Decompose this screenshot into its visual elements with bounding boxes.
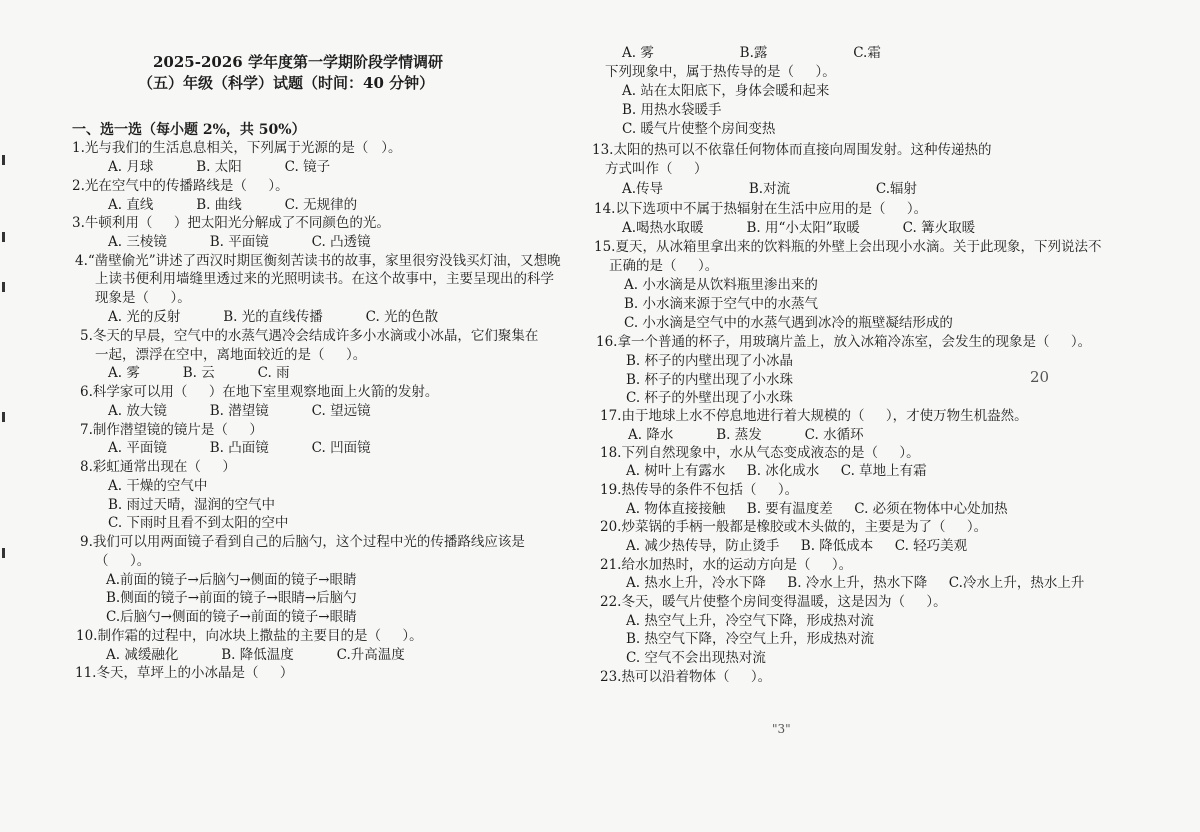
option-line: A. 热水上升，冷水下降 B. 冷水上升，热水下降 C.冷水上升，热水上升 [626,575,1085,591]
option-line: A. 减少热传导，防止烫手 B. 降低成本 C. 轻巧美观 [626,538,968,554]
scan-edge-mark [2,232,5,242]
option-line: A.前面的镜子→后脑勺→侧面的镜子→眼睛 [106,572,357,588]
question-line: 方式叫作（ ） [605,161,708,177]
question-line: 19.热传导的条件不包括（ ）。 [600,482,799,498]
question-line: 正确的是（ ）。 [609,258,719,274]
question-line: 5.冬天的早晨，空气中的水蒸气遇冷会结成许多小水滴或小冰晶，它们聚集在 [80,328,539,344]
question-line: 9.我们可以用两面镜子看到自己的后脑勺，这个过程中光的传播路线应该是 [80,534,525,550]
option-line: A. 雾 B.露 C.霜 [622,45,881,61]
question-line: 10.制作霜的过程中，向冰块上撒盐的主要目的是（ ）。 [76,628,423,644]
option-line: A. 直线 B. 曲线 C. 无规律的 [108,197,358,213]
scan-edge-mark [2,282,5,292]
option-line: A. 平面镜 B. 凸面镜 C. 凹面镜 [108,440,371,456]
exam-subtitle: （五）年级（科学）试题（时间：40 分钟） [138,74,435,92]
option-line: C. 杯子的外壁出现了小水珠 [626,390,793,406]
option-line: A. 小水滴是从饮料瓶里渗出来的 [624,277,818,293]
question-line: 16.拿一个普通的杯子，用玻璃片盖上，放入冰箱冷冻室，会发生的现象是（ ）。 [596,334,1092,350]
option-line: C. 小水滴是空气中的水蒸气遇到冰冷的瓶壁凝结形成的 [624,315,953,331]
scan-edge-mark [2,155,5,165]
option-line: A. 干燥的空气中 [108,478,208,494]
page-footer-mark: "3" [772,722,791,736]
question-line: 上读书便利用墙缝里透过来的光照明读书。在这个故事中，主要呈现出的科学 [95,271,554,287]
option-line: B.侧面的镜子→前面的镜子→眼睛→后脑勺 [106,590,357,606]
question-line: 2.光在空气中的传播路线是（ ）。 [72,178,289,194]
option-line: A.传导 B.对流 C.辐射 [622,181,918,197]
option-line: A. 站在太阳底下，身体会暖和起来 [622,83,830,99]
question-line: 11.冬天，草坪上的小冰晶是（ ） [75,665,294,681]
option-line: A. 降水 B. 蒸发 C. 水循环 [628,427,864,443]
option-line: B. 杯子的内壁出现了小冰晶 [626,353,794,369]
exam-title: 2025-2026 学年度第一学期阶段学情调研 [153,53,443,71]
question-line: 6.科学家可以用（ ）在地下室里观察地面上火箭的发射。 [80,384,439,400]
question-line: 23.热可以沿着物体（ ）。 [600,669,772,685]
option-line: C. 下雨时且看不到太阳的空中 [108,515,289,531]
question-line: 20.炒菜锅的手柄一般都是橡胶或木头做的，主要是为了（ ）。 [600,519,988,535]
question-line: 13.太阳的热可以不依靠任何物体而直接向周围发射。这种传递热的 [592,142,992,158]
option-line: A. 物体直接接触 B. 要有温度差 C. 必须在物体中心处加热 [626,501,1008,517]
question-line: 18.下列自然现象中，水从气态变成液态的是（ ）。 [600,445,920,461]
option-line: A. 月球 B. 太阳 C. 镜子 [108,159,331,175]
question-line: 下列现象中，属于热传导的是（ ）。 [605,64,836,80]
option-line: B. 杯子的内壁出现了小水珠 [626,372,794,388]
option-line: A. 光的反射 B. 光的直线传播 C. 光的色散 [108,309,439,325]
section-heading: 一、选一选（每小题 2%，共 50%） [72,122,306,138]
option-line: A. 放大镜 B. 潜望镜 C. 望远镜 [108,403,371,419]
option-line: B. 雨过天晴，湿润的空气中 [108,497,276,513]
question-line: 一起，漂浮在空中，离地面较近的是（ ）。 [95,347,367,363]
question-line: 7.制作潜望镜的镜片是（ ） [80,422,263,438]
question-line: （ ）。 [95,553,151,569]
question-line: 14.以下选项中不属于热辐射在生活中应用的是（ ）。 [594,201,928,217]
option-line: B. 小水滴来源于空气中的水蒸气 [624,296,819,312]
question-line: 15.夏天，从冰箱里拿出来的饮料瓶的外壁上会出现小水滴。关于此现象，下列说法不 [594,239,1102,255]
option-line: A. 三棱镜 B. 平面镜 C. 凸透镜 [108,234,371,250]
question-line: 1.光与我们的生活息息相关，下列属于光源的是（ ）。 [72,140,402,156]
question-line: 17.由于地球上水不停息地进行着大规模的（ ），才使万物生机盎然。 [600,408,1028,424]
option-line: B. 热空气下降，冷空气上升，形成热对流 [626,631,875,647]
question-line: 现象是（ ）。 [95,290,191,306]
option-line: A.喝热水取暖 B. 用“小太阳”取暖 C. 篝火取暖 [622,220,976,236]
option-line: A. 雾 B. 云 C. 雨 [108,365,290,381]
question-line: 3.牛顿利用（ ）把太阳光分解成了不同颜色的光。 [72,215,390,231]
question-line: 21.给水加热时，水的运动方向是（ ）。 [600,557,853,573]
option-line: A. 树叶上有露水 B. 冰化成水 C. 草地上有霜 [626,463,927,479]
scan-edge-mark [2,412,5,422]
option-line: A. 减缓融化 B. 降低温度 C.升高温度 [106,647,405,663]
option-line: C.后脑勺→侧面的镜子→前面的镜子→眼睛 [106,609,357,625]
scan-edge-mark [2,548,5,558]
option-line: C. 暖气片使整个房间变热 [622,121,776,137]
handwritten-score-mark: 20 [1030,368,1050,386]
question-line: 4.“凿壁偷光”讲述了西汉时期匡衡刻苦读书的故事，家里很穷没钱买灯油，又想晚 [75,253,561,269]
option-line: B. 用热水袋暖手 [622,102,722,118]
question-line: 22.冬天，暖气片使整个房间变得温暖，这是因为（ ）。 [600,594,947,610]
option-line: C. 空气不会出现热对流 [626,650,766,666]
option-line: A. 热空气上升，冷空气下降，形成热对流 [626,613,874,629]
question-line: 8.彩虹通常出现在（ ） [80,459,236,475]
